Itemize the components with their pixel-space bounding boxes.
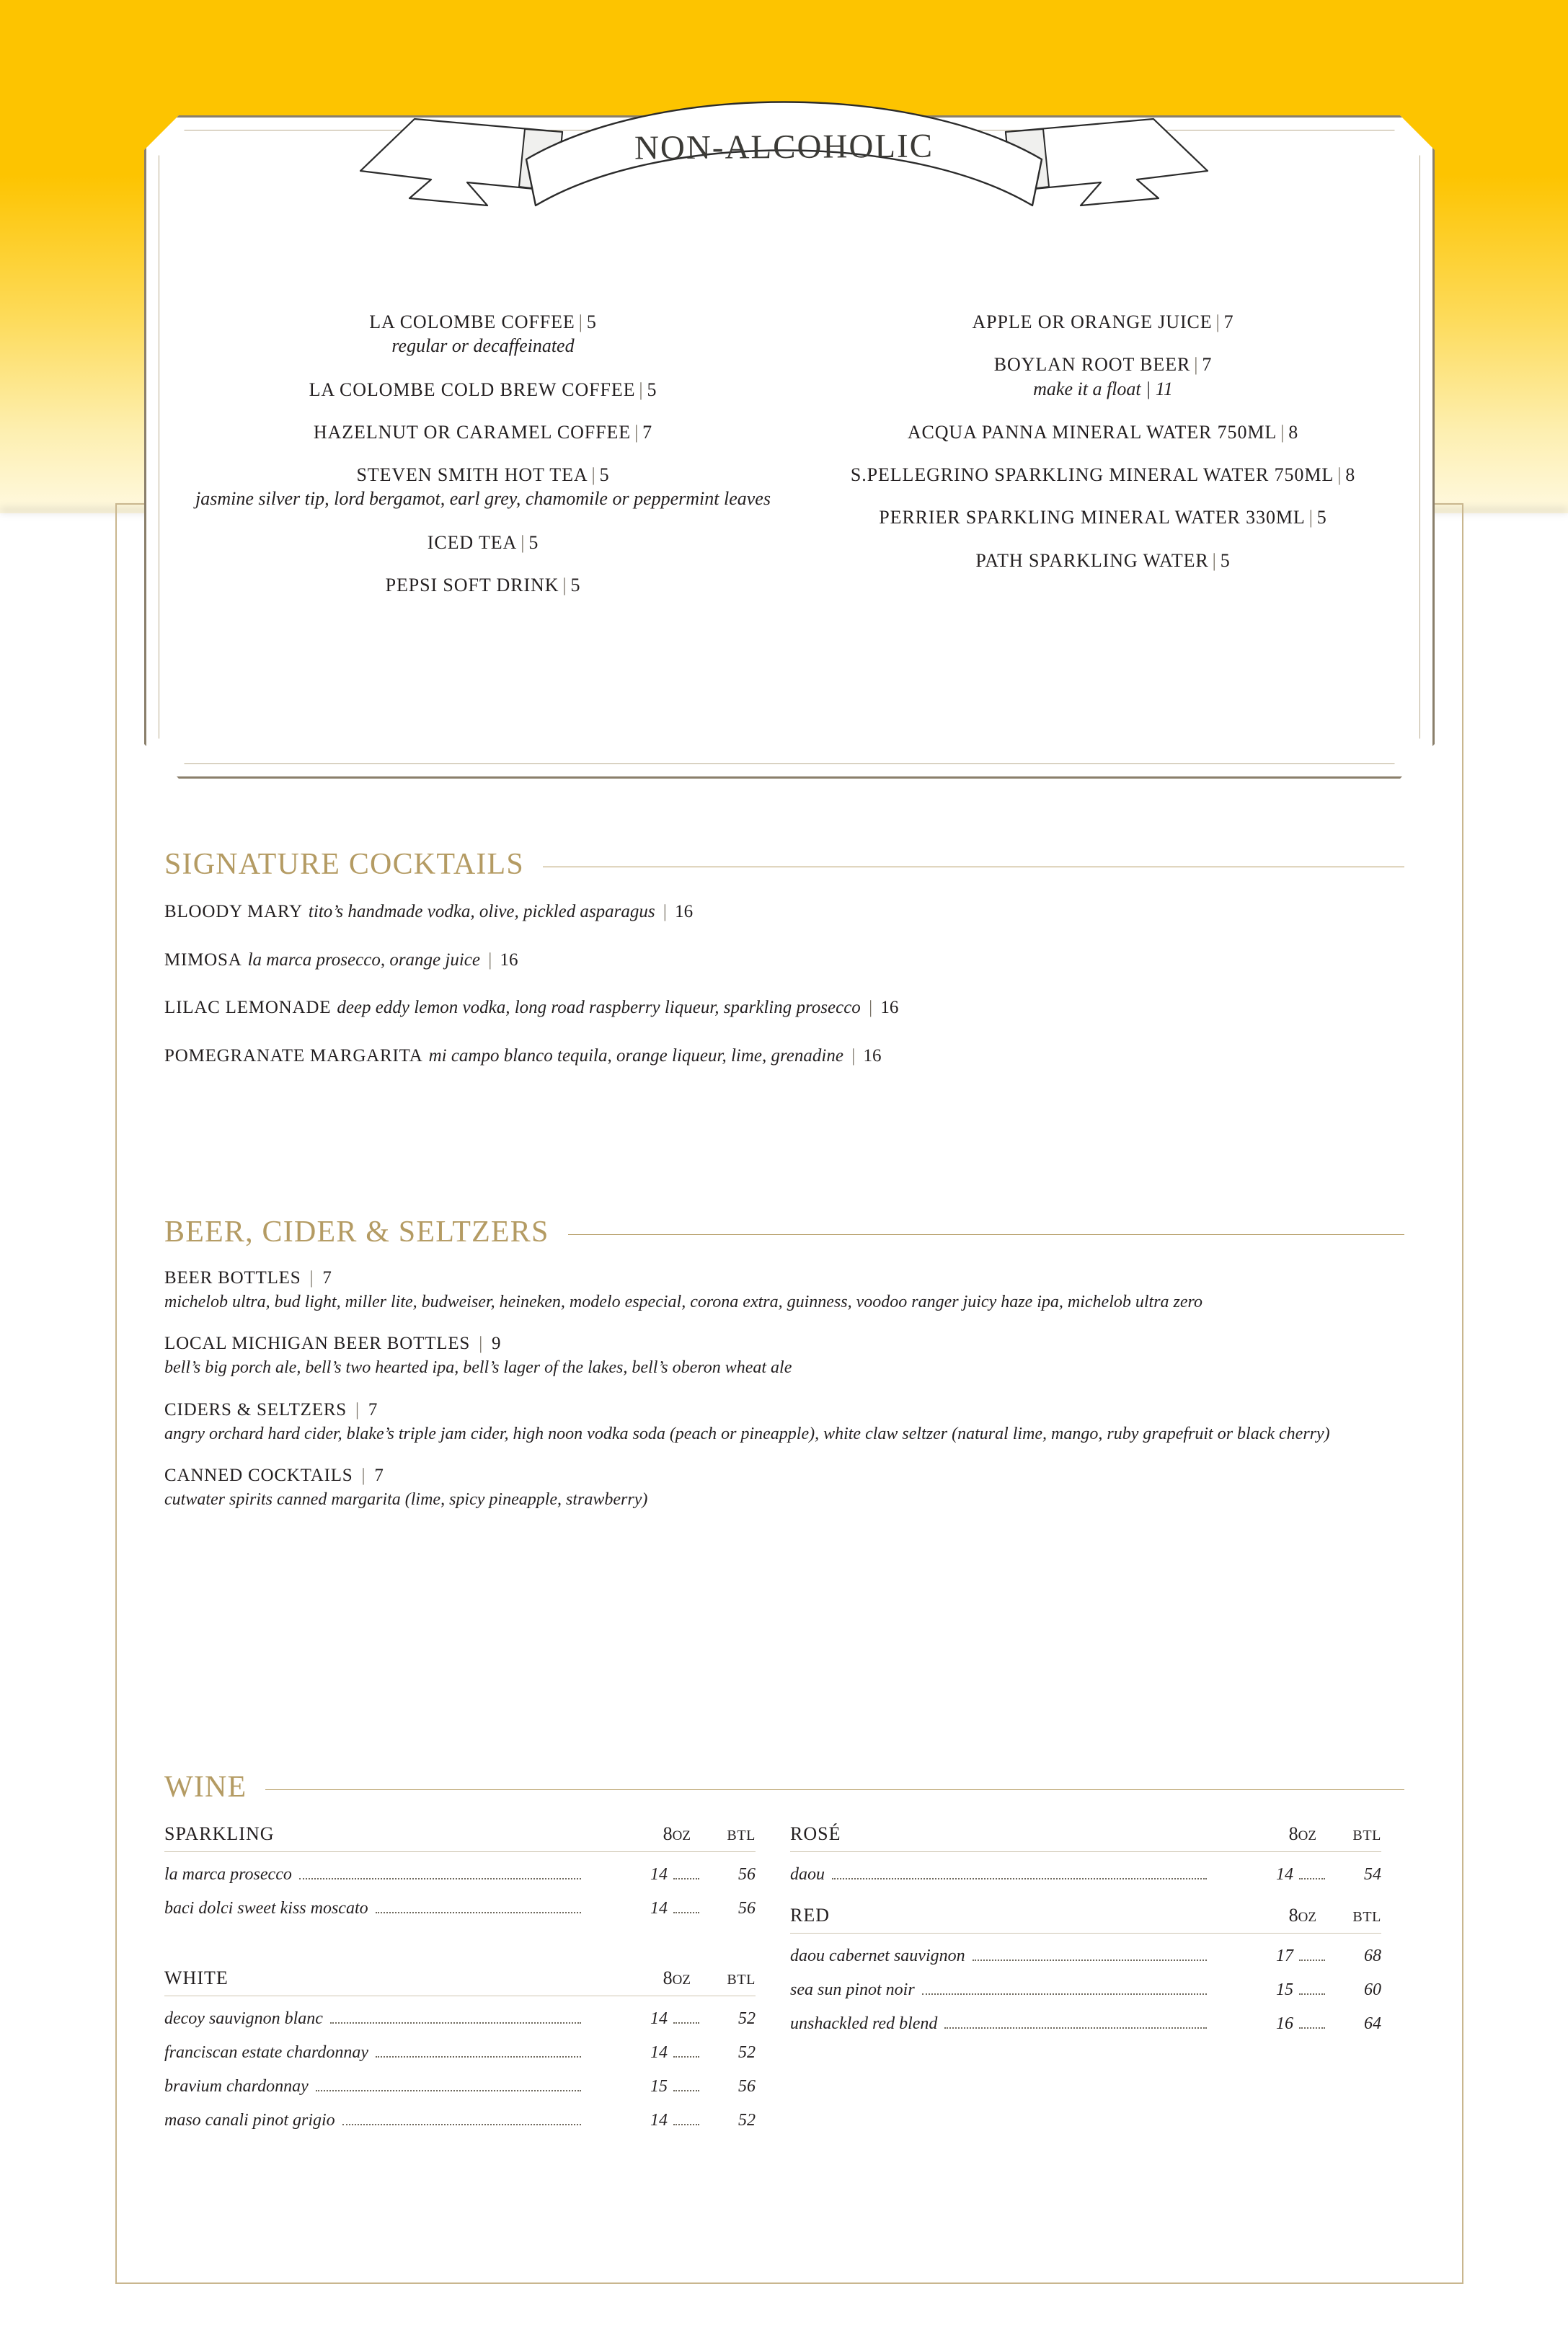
wine-bottle-price: 56 bbox=[738, 1865, 756, 1884]
item-name: STEVEN SMITH HOT TEA bbox=[356, 464, 588, 486]
divider: | bbox=[639, 378, 644, 400]
divider: | bbox=[1212, 549, 1217, 571]
wine-glass-price: 14 bbox=[650, 2043, 668, 2062]
wine-glass-price: 15 bbox=[650, 2077, 668, 2096]
non-alcoholic-columns bbox=[173, 310, 1413, 616]
list-item bbox=[793, 463, 1413, 487]
item-price: 7 bbox=[368, 1399, 378, 1420]
leader-dots bbox=[673, 1911, 699, 1913]
leader-dots bbox=[973, 1959, 1207, 1961]
ribbon-banner bbox=[346, 90, 1222, 242]
wine-glass-price: 14 bbox=[650, 2111, 668, 2130]
item-description: deep eddy lemon vodka, long road raspberry liqueur, sparkling prosecco bbox=[337, 998, 861, 1017]
wine-bottle-price: 56 bbox=[738, 2077, 756, 2096]
item-name: MIMOSA bbox=[164, 949, 242, 970]
wine-bottle-price: 64 bbox=[1364, 2014, 1381, 2033]
leader-dots bbox=[832, 1877, 1207, 1879]
leader-dots bbox=[673, 2022, 699, 2024]
item-price: 5 bbox=[1220, 549, 1231, 571]
leader-dots bbox=[376, 1911, 581, 1913]
divider: | bbox=[578, 311, 583, 332]
leader-dots bbox=[330, 2022, 581, 2024]
item-name: S.PELLEGRINO SPARKLING MINERAL WATER 750ML bbox=[850, 464, 1334, 486]
divider: | bbox=[634, 421, 639, 443]
item-name: LILAC LEMONADE bbox=[164, 998, 332, 1017]
section-title: BEER, CIDER & SELTZERS bbox=[164, 1216, 549, 1249]
column-header-bottle: BTL bbox=[727, 1972, 756, 1988]
item-name: LOCAL MICHIGAN BEER BOTTLES bbox=[164, 1334, 471, 1354]
item-price: 5 bbox=[528, 531, 539, 553]
leader-dots bbox=[1299, 1959, 1325, 1961]
item-name: BLOODY MARY bbox=[164, 902, 303, 921]
divider: | bbox=[1280, 421, 1285, 443]
column-header-category: WHITE bbox=[164, 1967, 229, 1988]
item-description: mi campo blanco tequila, orange liqueur, lime, grenadine bbox=[428, 1045, 843, 1066]
wine-name: sea sun pinot noir bbox=[790, 1980, 915, 1999]
wine-group-red bbox=[790, 1905, 1381, 2041]
column-header-bottle: BTL bbox=[727, 1828, 756, 1843]
wine-name: daou bbox=[790, 1865, 825, 1884]
list-item bbox=[173, 463, 793, 512]
item-description: regular or decaffeinated bbox=[391, 335, 575, 357]
item-description: cutwater spirits canned margarita (lime, spicy pineapple, strawberry) bbox=[164, 1490, 648, 1510]
item-price: 5 bbox=[570, 574, 581, 595]
item-name: CANNED COCKTAILS bbox=[164, 1466, 353, 1486]
divider: | bbox=[1215, 311, 1221, 332]
wine-glass-price: 14 bbox=[1276, 1865, 1293, 1884]
section-rule bbox=[568, 1234, 1404, 1235]
wine-name: bravium chardonnay bbox=[164, 2077, 309, 2096]
leader-dots bbox=[1299, 2027, 1325, 2029]
list-item bbox=[793, 310, 1413, 334]
leader-dots bbox=[673, 2089, 699, 2091]
column-header-glass bbox=[1230, 1823, 1316, 1845]
banner-title: NON-ALCOHOLIC bbox=[634, 127, 934, 167]
item-price: 7 bbox=[1223, 311, 1234, 332]
section-title: SIGNATURE COCKTAILS bbox=[164, 848, 524, 881]
list-item bbox=[164, 1045, 1404, 1068]
item-name: HAZELNUT OR CARAMEL COFFEE bbox=[313, 421, 632, 443]
wine-left-column bbox=[164, 1823, 756, 2151]
wine-bottle-price: 56 bbox=[738, 1899, 756, 1918]
wine-name: daou cabernet sauvignon bbox=[790, 1947, 965, 1965]
table-row bbox=[164, 2104, 756, 2138]
wine-bottle-price: 60 bbox=[1364, 1980, 1381, 1999]
item-price: 16 bbox=[880, 998, 899, 1017]
wine-glass-price: 15 bbox=[1276, 1980, 1293, 1999]
item-name: POMEGRANATE MARGARITA bbox=[164, 1045, 423, 1066]
item-price: 7 bbox=[322, 1268, 332, 1288]
column-header-category: ROSÉ bbox=[790, 1823, 841, 1844]
list-item bbox=[793, 420, 1413, 444]
divider: | bbox=[474, 1334, 489, 1354]
wine-name: maso canali pinot grigio bbox=[164, 2111, 335, 2130]
item-price: 5 bbox=[647, 378, 657, 400]
divider: | bbox=[591, 464, 596, 486]
divider: | bbox=[484, 949, 497, 970]
item-price: 9 bbox=[492, 1334, 502, 1354]
item-name: PEPSI SOFT DRINK bbox=[385, 574, 559, 595]
table-row bbox=[164, 1892, 756, 1926]
item-price: 5 bbox=[1316, 507, 1327, 528]
item-price: 7 bbox=[374, 1466, 384, 1486]
glass-size-unit: OZ bbox=[1298, 1828, 1316, 1843]
divider: | bbox=[846, 1045, 860, 1066]
item-name: LA COLOMBE COLD BREW COFFEE bbox=[309, 378, 636, 400]
item-price: 5 bbox=[599, 464, 610, 486]
leader-dots bbox=[376, 2055, 581, 2058]
table-row bbox=[164, 2070, 756, 2104]
spacer bbox=[164, 1939, 756, 1967]
leader-dots bbox=[316, 2089, 581, 2091]
item-price: 16 bbox=[863, 1045, 882, 1066]
glass-size-unit: OZ bbox=[672, 1972, 691, 1988]
divider: | bbox=[1337, 464, 1342, 486]
wine-columns bbox=[164, 1823, 1404, 2151]
divider: | bbox=[350, 1399, 365, 1420]
leader-dots bbox=[1299, 1877, 1325, 1879]
item-price: 7 bbox=[1202, 354, 1213, 376]
item-price: 5 bbox=[586, 311, 597, 332]
leader-dots bbox=[922, 1993, 1207, 1995]
item-price: 7 bbox=[642, 421, 653, 443]
wine-bottle-price: 52 bbox=[738, 2043, 756, 2062]
wine-glass-price: 16 bbox=[1276, 2014, 1293, 2033]
divider: | bbox=[1308, 507, 1314, 528]
column-header-glass bbox=[604, 1967, 691, 1989]
column-header-glass bbox=[604, 1823, 691, 1845]
item-description: la marca prosecco, orange juice bbox=[247, 949, 480, 970]
item-name: APPLE OR ORANGE JUICE bbox=[972, 311, 1213, 332]
wine-group-rose bbox=[790, 1823, 1381, 1892]
table-row bbox=[164, 1858, 756, 1892]
list-item bbox=[164, 949, 1404, 973]
divider: | bbox=[304, 1268, 319, 1288]
item-price: 8 bbox=[1288, 421, 1299, 443]
section-header bbox=[164, 1770, 1404, 1805]
wine-bottle-price: 54 bbox=[1364, 1865, 1381, 1884]
wine-glass-price: 17 bbox=[1276, 1947, 1293, 1965]
leader-dots bbox=[673, 2055, 699, 2058]
wine-group-white bbox=[164, 1967, 756, 2138]
wine-glass-price: 14 bbox=[650, 1865, 668, 1884]
item-name: ICED TEA bbox=[427, 531, 518, 553]
divider: | bbox=[864, 998, 877, 1017]
table-row bbox=[790, 2007, 1381, 2041]
wine-group-header bbox=[164, 1823, 756, 1852]
item-name: BEER BOTTLES bbox=[164, 1268, 301, 1288]
list-item bbox=[164, 900, 1404, 924]
divider: | bbox=[658, 902, 672, 921]
divider: | bbox=[562, 574, 567, 595]
wine-name: unshackled red blend bbox=[790, 2014, 938, 2033]
item-price: 8 bbox=[1345, 464, 1356, 486]
table-row bbox=[164, 2036, 756, 2070]
wine-glass-price: 14 bbox=[650, 1899, 668, 1918]
wine-group-header bbox=[164, 1967, 756, 1996]
non-alcoholic-right-column bbox=[793, 310, 1413, 616]
table-row bbox=[164, 2002, 756, 2036]
item-name: PATH SPARKLING WATER bbox=[975, 549, 1209, 571]
table-row bbox=[790, 1973, 1381, 2007]
non-alcoholic-left-column bbox=[173, 310, 793, 616]
item-name: PERRIER SPARKLING MINERAL WATER 330ML bbox=[879, 507, 1306, 528]
wine-bottle-price: 52 bbox=[738, 2111, 756, 2130]
table-row bbox=[790, 1858, 1381, 1892]
wine-group-header bbox=[790, 1905, 1381, 1934]
item-description: angry orchard hard cider, blake’s triple jam cider, high noon vodka soda (peach or pineapple), white claw seltzer (natural lime, mango, ruby grapefruit or black cherry) bbox=[164, 1424, 1330, 1443]
section-title: WINE bbox=[164, 1771, 247, 1804]
section-beer-cider-seltzers bbox=[164, 1215, 1404, 1532]
wine-bottle-price: 68 bbox=[1364, 1947, 1381, 1965]
list-item bbox=[173, 531, 793, 554]
list-item bbox=[164, 1334, 1404, 1379]
column-header-category: SPARKLING bbox=[164, 1823, 275, 1844]
section-wine bbox=[164, 1770, 1404, 2151]
wine-name: franciscan estate chardonnay bbox=[164, 2043, 369, 2062]
list-item bbox=[173, 420, 793, 444]
table-row bbox=[790, 1939, 1381, 1973]
section-rule bbox=[265, 1789, 1404, 1790]
wine-name: decoy sauvignon blanc bbox=[164, 2009, 323, 2028]
list-item bbox=[164, 1268, 1404, 1314]
leader-dots bbox=[299, 1877, 581, 1879]
glass-size-value: 8 bbox=[1288, 1823, 1298, 1844]
glass-size-unit: OZ bbox=[1298, 1910, 1316, 1925]
wine-name: la marca prosecco bbox=[164, 1865, 292, 1884]
section-signature-cocktails bbox=[164, 847, 1404, 1092]
list-item bbox=[173, 378, 793, 402]
list-item bbox=[793, 353, 1413, 402]
column-header-bottle: BTL bbox=[1352, 1909, 1381, 1925]
item-description: tito’s handmade vodka, olive, pickled asparagus bbox=[308, 902, 655, 921]
list-item bbox=[164, 1466, 1404, 1511]
wine-bottle-price: 52 bbox=[738, 2009, 756, 2028]
wine-name: baci dolci sweet kiss moscato bbox=[164, 1899, 368, 1918]
section-header bbox=[164, 847, 1404, 882]
item-description: jasmine silver tip, lord bergamot, earl grey, chamomile or peppermint leaves bbox=[195, 488, 771, 510]
item-name: BOYLAN ROOT BEER bbox=[993, 354, 1191, 376]
item-name: ACQUA PANNA MINERAL WATER 750ML bbox=[907, 421, 1277, 443]
wine-glass-price: 14 bbox=[650, 2009, 668, 2028]
list-item bbox=[173, 310, 793, 359]
wine-right-column bbox=[790, 1823, 1381, 2151]
column-header-category: RED bbox=[790, 1905, 830, 1926]
list-item bbox=[173, 573, 793, 597]
list-item bbox=[793, 505, 1413, 529]
item-name: CIDERS & SELTZERS bbox=[164, 1399, 347, 1420]
glass-size-value: 8 bbox=[1288, 1905, 1298, 1926]
item-price: 16 bbox=[500, 949, 518, 970]
leader-dots bbox=[1299, 1993, 1325, 1995]
section-header bbox=[164, 1215, 1404, 1249]
list-item bbox=[164, 996, 1404, 1020]
divider: | bbox=[521, 531, 526, 553]
glass-size-unit: OZ bbox=[672, 1828, 691, 1843]
leader-dots bbox=[673, 2123, 699, 2125]
item-description: make it a float | 11 bbox=[1033, 378, 1173, 399]
item-description: michelob ultra, bud light, miller lite, budweiser, heineken, modelo especial, corona extra, guinness, voodoo ranger juicy haze ipa, michelob ultra zero bbox=[164, 1293, 1202, 1311]
wine-group-header bbox=[790, 1823, 1381, 1852]
leader-dots bbox=[673, 1877, 699, 1879]
list-item bbox=[164, 1400, 1404, 1445]
column-header-bottle: BTL bbox=[1352, 1828, 1381, 1843]
leader-dots bbox=[944, 2027, 1207, 2029]
item-price: 16 bbox=[675, 902, 694, 921]
leader-dots bbox=[342, 2123, 581, 2125]
divider: | bbox=[356, 1466, 371, 1486]
item-description: bell’s big porch ale, bell’s two hearted ipa, bell’s lager of the lakes, bell’s oberon wheat ale bbox=[164, 1358, 792, 1378]
divider: | bbox=[1194, 354, 1199, 376]
column-header-glass bbox=[1230, 1905, 1316, 1926]
wine-group-sparkling bbox=[164, 1823, 756, 1926]
glass-size-value: 8 bbox=[663, 1823, 673, 1844]
glass-size-value: 8 bbox=[663, 1967, 673, 1988]
list-item bbox=[793, 549, 1413, 572]
item-name: LA COLOMBE COFFEE bbox=[369, 311, 575, 332]
